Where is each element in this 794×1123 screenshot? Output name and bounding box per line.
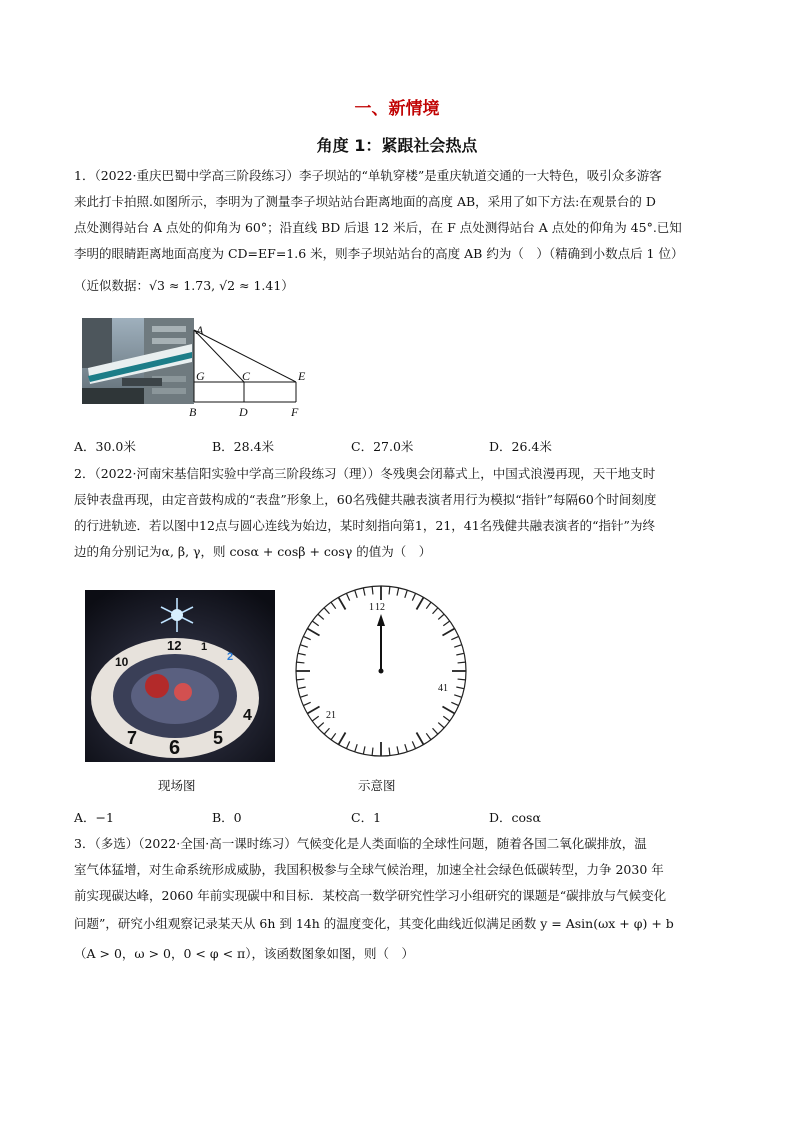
q3-line: 3．（多选）（2022·全国·高一课时练习）气候变化是人类面临的全球性问题，随着各国二氧化碳排放，温 [74,836,647,851]
q3-line: 前实现碳达峰，2060 年前实现碳中和目标．某校高一数学研究性学习小组研究的课题是“碳排放与气候变化 [74,888,667,903]
point-label-d: D [239,405,248,419]
photo-number-2: 2 [227,651,234,663]
point-label-a: A [196,323,204,337]
monorail-photo [82,318,194,404]
photo-number-4: 4 [243,707,252,724]
q1-line: 1．（2022·重庆巴蜀中学高三阶段练习）李子坝站的“单轨穿楼”是重庆轨道交通的一大特色，吸引众多游客 [74,168,662,183]
clock-diagram [290,580,472,762]
clock-label-41: 41 [438,683,448,694]
point-label-g: G [196,369,205,383]
q1-option-c[interactable]: C．27.0米 [351,439,414,454]
photo-number-1: 1 [201,641,208,653]
q2-line: 辰钟表盘再现，由定音鼓构成的“表盘”形象上，60名残健共融表演者用行为模拟“指针”每隔60个时间刻度 [74,492,657,507]
photo-number-10: 10 [115,655,129,669]
ceremony-photo [85,590,275,762]
q2-option-a[interactable]: A．−1 [74,810,114,825]
q2-line: 2．（2022·河南宋基信阳实验中学高三阶段练习（理））冬残奥会闭幕式上，中国式浪漫再现，天干地支时 [74,466,656,481]
photo-number-7: 7 [127,728,138,748]
clock-tick [458,679,466,680]
q1-option-b[interactable]: B．28.4米 [212,439,275,454]
q1-line: （近似数据：√3 ≈ 1.73, √2 ≈ 1.41） [74,278,294,293]
clock-tick [372,586,373,594]
q3-line: 室气体猛增，对生命系统形成威胁，我国积极参与全球气候治理，加速全社会绿色低碳转型，力争 2030 年 [74,862,664,877]
photo-caption: 现场图 [158,778,196,793]
clock-tick [389,748,390,756]
q3-line: （A > 0，ω > 0，0 < φ < π），该函数图象如图，则（ ） [74,946,414,961]
diagram-caption: 示意图 [358,778,396,793]
clock-tick [389,586,390,594]
clock-tick [296,662,304,663]
q1-line: 来此打卡拍照.如图所示，李明为了测量李子坝站站台距离地面的高度 AB，采用了如下方法:在观景台的 D [74,194,656,209]
clock-tick [458,662,466,663]
q1-line: 李明的眼睛距离地面高度为 CD=EF=1.6 米，则李子坝站站台的高度 AB 约为（ ）（精确到小数点后 1 位） [74,246,684,261]
q1-line: 点处测得站台 A 点处的仰角为 60°；沿直线 BD 后退 12 米后，在 F 点处测得站台 A 点处的仰角为 45°.已知 [74,220,682,235]
clock-tick [372,748,373,756]
point-label-f: F [291,405,299,419]
q2-line: 的行进轨迹．若以图中12点与圆心连线为始边，某时刻指向第1，21，41名残健共融表演者的“指针”为终 [74,518,655,533]
q1-option-a[interactable]: A．30.0米 [74,439,136,454]
photo-number-5: 5 [213,728,224,748]
photo-number-12: 12 [167,638,182,653]
q3-line: 问题”，研究小组观察记录某天从 6h 到 14h 的温度变化，其变化曲线近似满足函数 y = Asin(ωx + φ) + b [74,916,674,931]
height-diagram [184,318,314,422]
clock-label-21: 21 [326,710,336,721]
subsection-title: 角度 1：紧跟社会热点 [316,136,478,155]
photo-number-6: 6 [169,737,181,759]
section-title: 一、新情境 [354,99,440,119]
q1-option-d[interactable]: D．26.4米 [489,439,552,454]
clock-label-1: 1 [369,602,374,613]
q2-option-b[interactable]: B．0 [212,810,242,825]
q2-option-c[interactable]: C．1 [351,810,382,825]
clock-tick [296,679,304,680]
point-label-b: B [189,405,197,419]
q2-line: 边的角分别记为α, β, γ，则 cosα + cosβ + cosγ 的值为（ ） [74,544,432,559]
point-label-c: C [242,369,251,383]
clock-label-12: 12 [375,602,385,613]
point-label-e: E [298,369,306,383]
q2-option-d[interactable]: D．cosα [489,810,541,825]
